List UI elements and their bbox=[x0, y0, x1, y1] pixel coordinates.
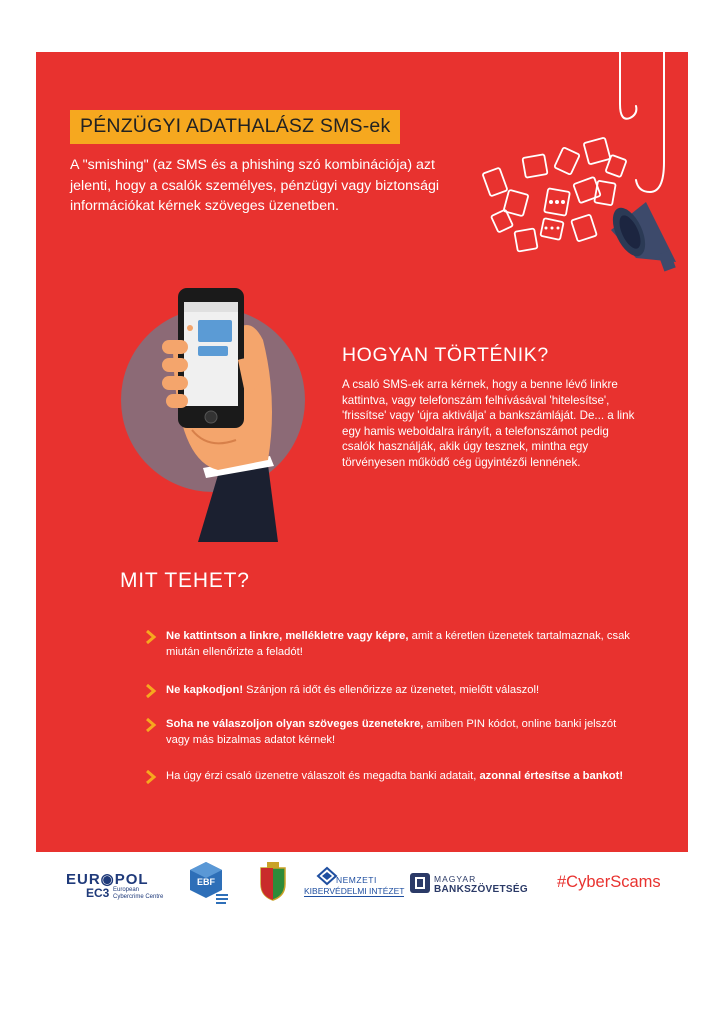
tip-item: Soha ne válaszoljon olyan szöveges üzenetekre, amiben PIN kódot, online banki jelszót vagy más bizalmas adatot kérnek! bbox=[166, 718, 617, 746]
phone-in-hand-illustration bbox=[118, 280, 308, 542]
how-heading: HOGYAN TÖRTÉNIK? bbox=[342, 344, 549, 366]
smishing-illustration bbox=[446, 52, 686, 282]
page-title: PÉNZÜGYI ADATHALÁSZ SMS-ek bbox=[70, 110, 400, 144]
speech-bubbles-icon bbox=[482, 138, 626, 252]
chevron-right-icon bbox=[144, 684, 158, 698]
ebf-logo bbox=[186, 860, 230, 908]
hook-large-icon bbox=[636, 52, 664, 192]
nki-line1: NEMZETI bbox=[336, 875, 377, 885]
chevron-right-icon bbox=[144, 630, 158, 644]
megaphone-icon bbox=[606, 202, 676, 272]
nki-logo-icon bbox=[316, 866, 338, 886]
mbsz-line1: MAGYAR bbox=[434, 874, 477, 884]
chevron-right-icon bbox=[144, 718, 158, 732]
how-text: A csaló SMS-ek arra kérnek, hogy a benne lévő linkre kattintva, vagy telefonszám felhívásával 'hitelesítse', 'frissítse' vagy 'újra aktiválja' a bankszámláját. De... a link egy hamis weboldalra irányít, a telefonszámot pedig csalók használják, akik úgy tesznek, mintha egy törvényesen működő cég ügyintézői lennének. bbox=[342, 378, 635, 469]
chevron-right-icon bbox=[144, 770, 158, 784]
europol-centre: European Cybercrime Centre bbox=[113, 887, 164, 900]
nki-line2: KIBERVÉDELMI INTÉZET bbox=[304, 886, 405, 896]
hashtag: #CyberScams bbox=[557, 873, 661, 891]
intro-text: A "smishing" (az SMS és a phishing szó kombinációja) azt jelenti, hogy a csalók személyes, pénzügyi vagy biztonsági információkat kérnek szöveges üzenetben. bbox=[70, 157, 440, 214]
mbsz-logo-icon bbox=[409, 872, 431, 894]
what-heading: MIT TEHET? bbox=[120, 569, 250, 592]
tip-item: Ne kattintson a linkre, mellékletre vagy képre, amit a kéretlen üzenetek tartalmaznak, csak miután ellenőrizte a feladót! bbox=[166, 630, 630, 658]
tip-item: Ha úgy érzi csaló üzenetre válaszolt és megadta banki adatait, azonnal értesítse a bankot! bbox=[166, 770, 624, 782]
ebf-badge: EBF bbox=[197, 877, 215, 887]
red-panel bbox=[36, 52, 688, 852]
tip-item: Ne kapkodjon! Szánjon rá időt és ellenőrizze az üzenetet, mielőtt válaszol! bbox=[166, 684, 540, 696]
police-crest-logo bbox=[258, 862, 288, 902]
hook-small-icon bbox=[620, 52, 636, 119]
europol-ec3: EC3 bbox=[86, 886, 110, 900]
europol-name: EUR◉POL bbox=[66, 871, 149, 888]
mbsz-line2: BANKSZÖVETSÉG bbox=[434, 884, 528, 895]
